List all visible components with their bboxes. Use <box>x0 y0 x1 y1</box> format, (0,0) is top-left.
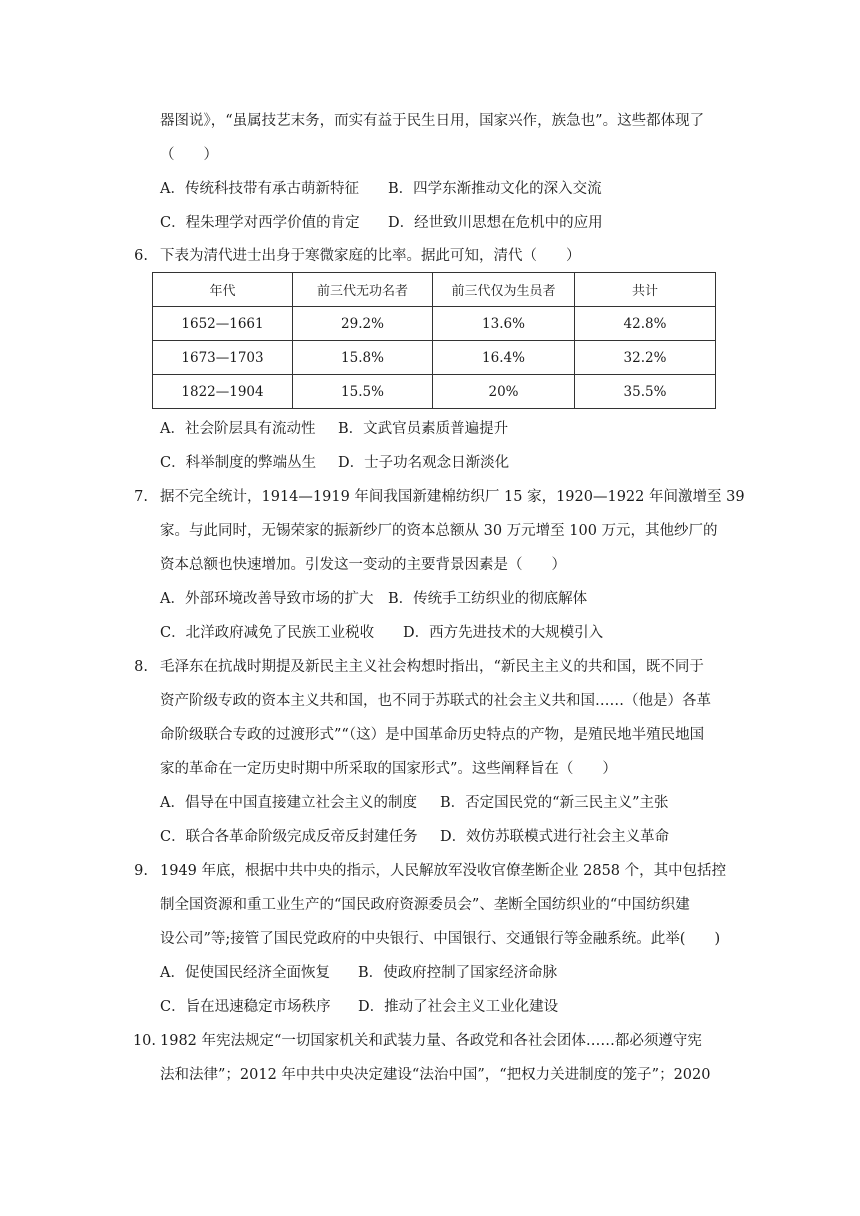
table-header-cell: 前三代仅为生员者 <box>433 273 575 307</box>
table-cell: 42.8% <box>575 307 716 341</box>
q8-option-a: A．倡导在中国直接建立社会主义的制度 <box>160 795 417 811</box>
q6-option-c: C．科举制度的弊端丛生 <box>160 455 317 471</box>
q9-option-b: B．使政府控制了国家经济命脉 <box>358 965 558 981</box>
q6-option-a: A．社会阶层具有流动性 <box>160 421 316 437</box>
table-cell: 20% <box>433 375 575 409</box>
q9-number: 9. <box>134 863 148 879</box>
q5-option-b: B．四学东渐推动文化的深入交流 <box>388 181 602 197</box>
table-row <box>153 341 716 375</box>
table-header-row <box>153 273 716 307</box>
table-cell: 29.2% <box>293 307 433 341</box>
table-cell: 15.8% <box>293 341 433 375</box>
table-cell: 1822—1904 <box>153 375 293 409</box>
q8-number: 8. <box>134 659 148 675</box>
q5-option-c: C．程朱理学对西学价值的肯定 <box>160 215 360 231</box>
table-cell: 32.2% <box>575 341 716 375</box>
q5-option-a: A．传统科技带有承古萌新特征 <box>160 181 359 197</box>
table-header-cell: 共计 <box>575 273 716 307</box>
table-row <box>153 307 716 341</box>
q7-number: 7. <box>134 489 148 505</box>
table-header-cell: 前三代无功名者 <box>293 273 433 307</box>
table-cell: 1673—1703 <box>153 341 293 375</box>
q7-option-b: B．传统手工纺织业的彻底解体 <box>388 591 588 607</box>
q8-option-b: B．否定国民党的“新三民主义”主张 <box>440 795 669 811</box>
q5-option-d: D．经世致川思想在危机中的应用 <box>388 215 603 231</box>
q7-stem-line3: 资本总额也快速增加。引发这一变动的主要背景因素是（ ） <box>160 557 566 573</box>
q8-stem-line2: 资产阶级专政的资本主义共和国，也不同于苏联式的社会主义共和国……（他是）各革 <box>160 693 711 709</box>
q7-stem-line2: 家。与此同时，无锡荣家的振新纱厂的资本总额从 30 万元增至 100 万元，其他纱厂的 <box>160 523 718 539</box>
q6-option-d: D．士子功名观念日渐淡化 <box>338 455 510 471</box>
q6-option-b: B．文武官员素质普遍提升 <box>338 421 509 437</box>
q10-number: 10. <box>132 1033 156 1049</box>
table-row <box>153 375 716 409</box>
q10-stem-line1: 1982 年宪法规定“一切国家机关和武装力量、各政党和各社会团体……都必须遵守宪 <box>160 1033 702 1049</box>
q9-option-d: D．推动了社会主义工业化建设 <box>358 999 559 1015</box>
q6-stem: 下表为清代进士出身于寒微家庭的比率。据此可知，清代（ ） <box>160 248 581 264</box>
q8-stem-line1: 毛泽东在抗战时期提及新民主主义社会构想时指出，“新民主主义的共和国，既不同于 <box>160 659 704 675</box>
q9-stem-line2: 制全国资源和重工业生产的“国民政府资源委员会”、垄断全国纺织业的“中国纺织建 <box>160 897 690 913</box>
q10-stem-line2: 法和法律”；2012 年中共中央决定建设“法治中国”，“把权力关进制度的笼子”；2020 <box>160 1067 711 1083</box>
q8-stem-line3: 命阶级联合专政的过渡形式”“（这）是中国革命历史特点的产物，是殖民地半殖民地国 <box>160 727 705 743</box>
table-header-cell: 年代 <box>153 273 293 307</box>
q5-stem-line1: 器图说》，“虽属技艺末务，而实有益于民生日用，国家兴作，族急也”。这些都体现了 <box>160 113 705 129</box>
table-cell: 35.5% <box>575 375 716 409</box>
table-cell: 16.4% <box>433 341 575 375</box>
q9-stem-line1: 1949 年底，根据中共中央的指示，人民解放军没收官僚垄断企业 2858 个，其中包括控 <box>160 863 727 879</box>
table-cell: 1652—1661 <box>153 307 293 341</box>
q8-stem-line4: 家的革命在一定历史时期中所采取的国家形式”。这些阐释旨在（ ） <box>160 761 617 777</box>
q5-stem-line2: （ ） <box>160 147 218 163</box>
table-cell: 13.6% <box>433 307 575 341</box>
q8-option-d: D．效仿苏联模式进行社会主义革命 <box>440 829 670 845</box>
q7-stem-line1: 据不完全统计，1914—1919 年间我国新建棉纺织厂 15 家，1920—1922 年间激增至 39 <box>160 489 745 505</box>
q7-option-c: C．北洋政府减免了民族工业税收 <box>160 625 375 641</box>
q9-option-c: C．旨在迅速稳定市场秩序 <box>160 999 331 1015</box>
q9-option-a: A．促使国民经济全面恢复 <box>160 965 330 981</box>
table-cell: 15.5% <box>293 375 433 409</box>
q7-option-d: D．西方先进技术的大规模引入 <box>403 625 604 641</box>
q8-option-c: C．联合各革命阶级完成反帝反封建任务 <box>160 829 418 845</box>
q7-option-a: A．外部环境改善导致市场的扩大 <box>160 591 374 607</box>
q9-stem-line3: 设公司”等;接管了国民党政府的中央银行、中国银行、交通银行等金融系统。此举( ) <box>160 931 721 947</box>
q6-number: 6. <box>134 248 148 264</box>
q6-data-table <box>152 272 716 409</box>
